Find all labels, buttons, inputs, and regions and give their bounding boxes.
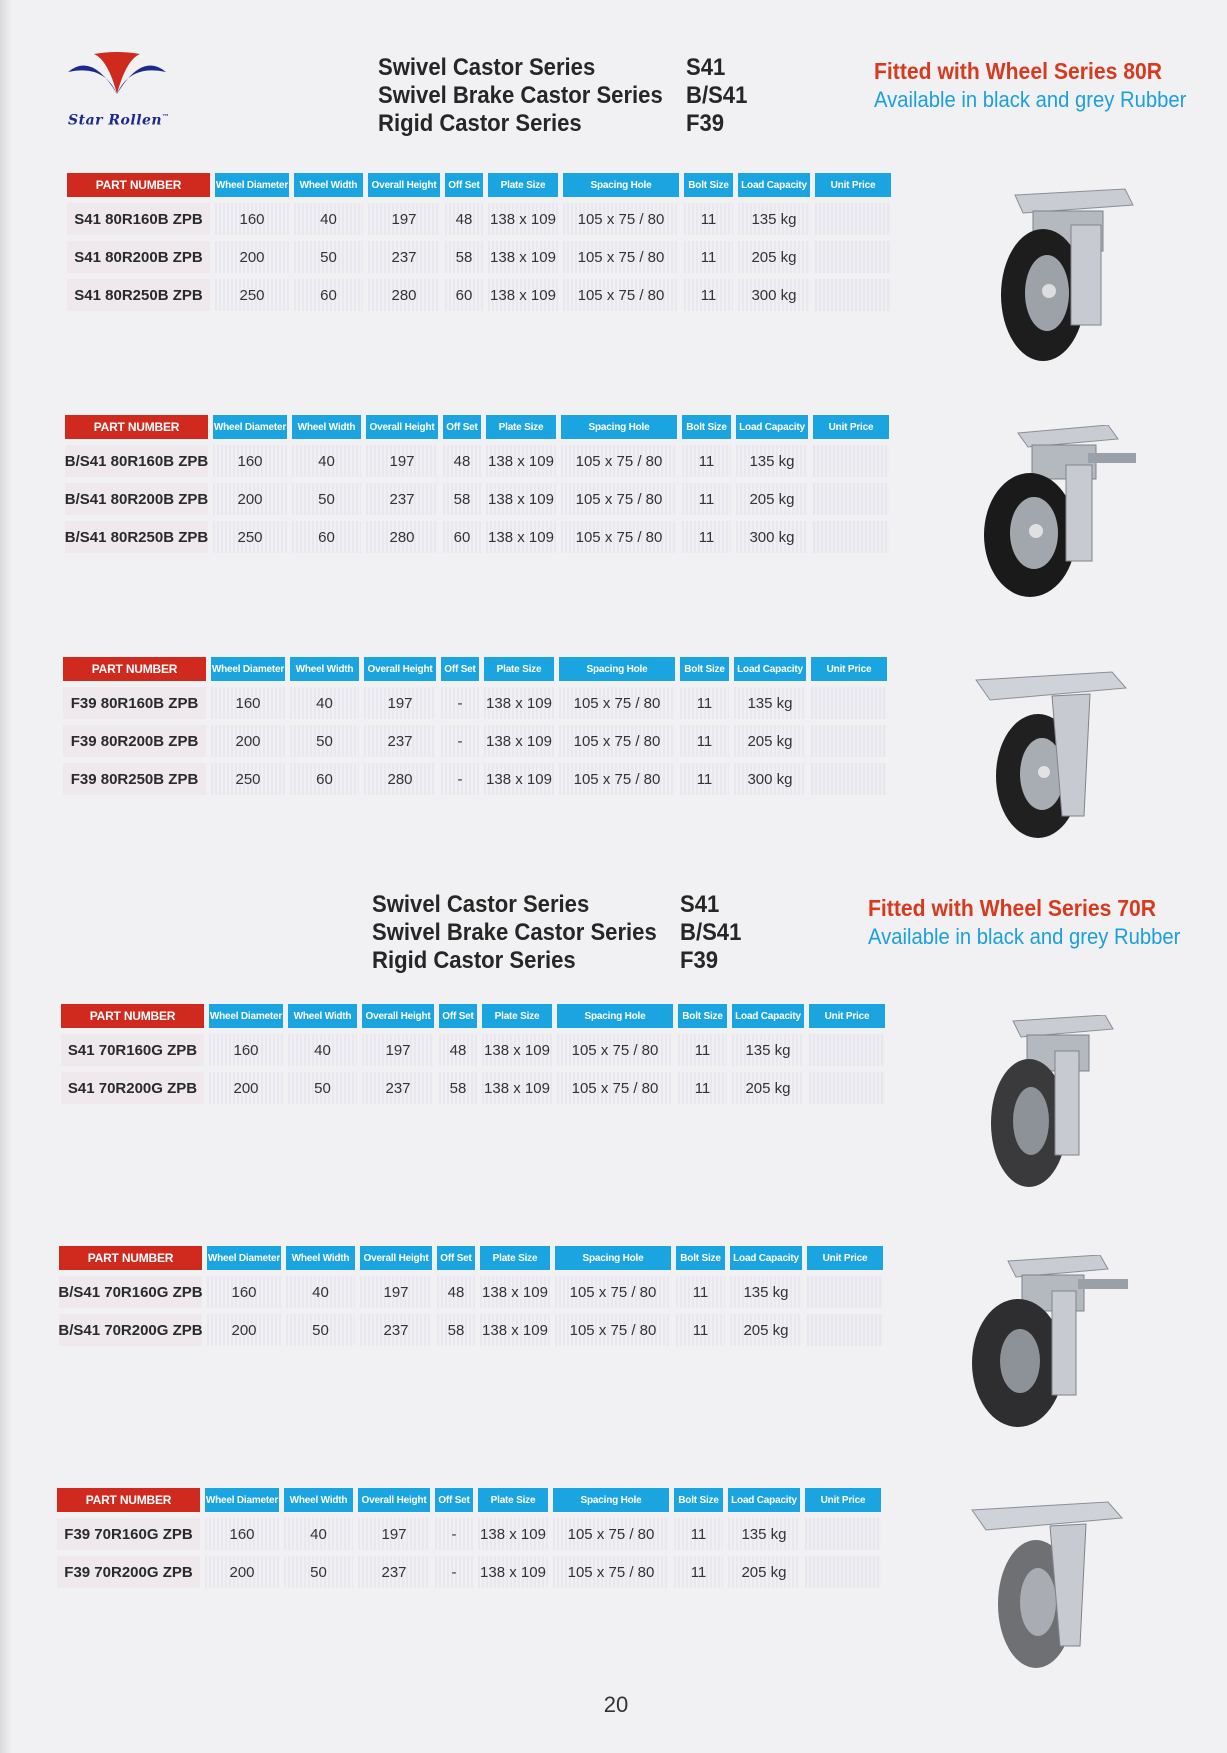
page-number: 20 (603, 1692, 629, 1717)
cell-overall-height: 280 (368, 279, 440, 311)
cell-overall-height: 237 (362, 1072, 434, 1104)
header-wheel-diameter: Wheel Diameter (207, 1246, 281, 1270)
header-plate-size: Plate Size (482, 1004, 552, 1028)
cell-plate-size: 138 x 109 (480, 1314, 550, 1346)
cell-wheel-width: 50 (286, 1314, 355, 1346)
header-part-number: PART NUMBER (67, 173, 210, 197)
cell-bolt-size: 11 (684, 241, 733, 273)
spec-table-s41-70r (61, 1004, 891, 1106)
cell-off-set: - (441, 687, 479, 719)
fitted-subtitle: Available in black and grey Rubber (874, 87, 1187, 112)
spec-table-f39-80r (63, 657, 893, 797)
table-row (65, 517, 895, 555)
table-row (59, 1272, 889, 1310)
cell-wheel-diameter: 250 (211, 763, 285, 795)
header-bolt-size: Bolt Size (680, 657, 729, 681)
header-load-capacity: Load Capacity (734, 657, 806, 681)
header-off-set: Off Set (437, 1246, 475, 1270)
cell-bolt-size: 11 (678, 1072, 727, 1104)
header-overall-height: Overall Height (368, 173, 440, 197)
swivel-castor-grey-image-icon (965, 1015, 1145, 1195)
header-load-capacity: Load Capacity (730, 1246, 802, 1270)
header-off-set: Off Set (439, 1004, 477, 1028)
cell-plate-size: 138 x 109 (478, 1518, 548, 1550)
cell-plate-size: 138 x 109 (486, 521, 556, 553)
cell-wheel-diameter: 200 (211, 725, 285, 757)
spec-table-bs41-70r (59, 1246, 889, 1348)
cell-wheel-diameter: 250 (215, 279, 289, 311)
cell-bolt-size: 11 (680, 763, 729, 795)
cell-unit-price (811, 687, 887, 719)
cell-bolt-size: 11 (676, 1314, 725, 1346)
cell-unit-price (811, 725, 887, 757)
cell-spacing-hole: 105 x 75 / 80 (561, 445, 677, 477)
cell-wheel-diameter: 200 (215, 241, 289, 273)
cell-load-capacity: 205 kg (732, 1072, 804, 1104)
header-wheel-width: Wheel Width (286, 1246, 355, 1270)
cell-part-number: F39 80R250B ZPB (63, 763, 206, 795)
cell-plate-size: 138 x 109 (488, 203, 558, 235)
cell-load-capacity: 205 kg (736, 483, 808, 515)
cell-wheel-width: 50 (284, 1556, 353, 1588)
cell-bolt-size: 11 (680, 725, 729, 757)
cell-off-set: - (441, 725, 479, 757)
table-row (65, 441, 895, 479)
header-bolt-size: Bolt Size (682, 415, 731, 439)
header-part-number: PART NUMBER (63, 657, 206, 681)
cell-wheel-diameter: 160 (205, 1518, 279, 1550)
cell-wheel-width: 50 (292, 483, 361, 515)
cell-part-number: S41 80R200B ZPB (67, 241, 210, 273)
cell-spacing-hole: 105 x 75 / 80 (563, 203, 679, 235)
cell-unit-price (813, 445, 889, 477)
cell-load-capacity: 300 kg (734, 763, 806, 795)
cell-off-set: 60 (445, 279, 483, 311)
cell-plate-size: 138 x 109 (484, 725, 554, 757)
cell-part-number: B/S41 80R160B ZPB (65, 445, 208, 477)
header-bolt-size: Bolt Size (676, 1246, 725, 1270)
cell-part-number: F39 80R160B ZPB (63, 687, 206, 719)
header-wheel-width: Wheel Width (292, 415, 361, 439)
cell-overall-height: 280 (364, 763, 436, 795)
series-code: F39 (686, 110, 725, 137)
header-spacing-hole: Spacing Hole (557, 1004, 673, 1028)
table-header-row (57, 1488, 887, 1514)
swivel-brake-castor-image-icon (968, 425, 1148, 605)
header-wheel-width: Wheel Width (294, 173, 363, 197)
series-row (378, 110, 798, 138)
cell-bolt-size: 11 (674, 1518, 723, 1550)
table-row (61, 1030, 891, 1068)
cell-spacing-hole: 105 x 75 / 80 (561, 483, 677, 515)
cell-load-capacity: 205 kg (738, 241, 810, 273)
cell-part-number: B/S41 70R200G ZPB (59, 1314, 202, 1346)
cell-spacing-hole: 105 x 75 / 80 (557, 1034, 673, 1066)
header-bolt-size: Bolt Size (678, 1004, 727, 1028)
cell-spacing-hole: 105 x 75 / 80 (553, 1556, 669, 1588)
header-off-set: Off Set (443, 415, 481, 439)
cell-off-set: 58 (439, 1072, 477, 1104)
table-header-row (59, 1246, 889, 1272)
fitted-info-70r (868, 895, 1208, 950)
cell-bolt-size: 11 (684, 279, 733, 311)
cell-wheel-diameter: 200 (207, 1314, 281, 1346)
header-wheel-diameter: Wheel Diameter (215, 173, 289, 197)
header-overall-height: Overall Height (362, 1004, 434, 1028)
cell-plate-size: 138 x 109 (482, 1034, 552, 1066)
header-part-number: PART NUMBER (61, 1004, 204, 1028)
cell-load-capacity: 205 kg (734, 725, 806, 757)
series-list-70r (372, 891, 792, 975)
header-spacing-hole: Spacing Hole (563, 173, 679, 197)
cell-plate-size: 138 x 109 (488, 279, 558, 311)
header-off-set: Off Set (435, 1488, 473, 1512)
rigid-castor-image-icon (962, 666, 1142, 846)
cell-load-capacity: 135 kg (734, 687, 806, 719)
cell-off-set: - (435, 1556, 473, 1588)
cell-bolt-size: 11 (674, 1556, 723, 1588)
header-unit-price: Unit Price (809, 1004, 885, 1028)
header-wheel-diameter: Wheel Diameter (211, 657, 285, 681)
series-code: B/S41 (686, 82, 748, 109)
cell-wheel-width: 40 (294, 203, 363, 235)
cell-spacing-hole: 105 x 75 / 80 (553, 1518, 669, 1550)
cell-off-set: - (441, 763, 479, 795)
header-plate-size: Plate Size (484, 657, 554, 681)
spec-table-s41-80r (67, 173, 897, 313)
cell-off-set: 58 (445, 241, 483, 273)
header-plate-size: Plate Size (486, 415, 556, 439)
table-row (57, 1514, 887, 1552)
table-row (61, 1068, 891, 1106)
cell-overall-height: 197 (358, 1518, 430, 1550)
cell-spacing-hole: 105 x 75 / 80 (559, 687, 675, 719)
series-code: B/S41 (680, 919, 742, 946)
cell-bolt-size: 11 (680, 687, 729, 719)
series-row (372, 891, 792, 919)
header-wheel-width: Wheel Width (290, 657, 359, 681)
header-overall-height: Overall Height (366, 415, 438, 439)
fitted-title: Fitted with Wheel Series 70R (868, 895, 1157, 921)
cell-plate-size: 138 x 109 (482, 1072, 552, 1104)
header-unit-price: Unit Price (805, 1488, 881, 1512)
header-wheel-width: Wheel Width (284, 1488, 353, 1512)
fitted-info-80r (874, 58, 1214, 113)
series-row (378, 82, 798, 110)
series-list-80r (378, 54, 798, 138)
cell-overall-height: 237 (364, 725, 436, 757)
series-row (372, 919, 792, 947)
series-name: Swivel Castor Series (378, 54, 596, 81)
table-header-row (63, 657, 893, 683)
cell-part-number: B/S41 80R250B ZPB (65, 521, 208, 553)
header-load-capacity: Load Capacity (736, 415, 808, 439)
cell-plate-size: 138 x 109 (486, 483, 556, 515)
header-plate-size: Plate Size (488, 173, 558, 197)
cell-load-capacity: 205 kg (730, 1314, 802, 1346)
cell-wheel-diameter: 200 (209, 1072, 283, 1104)
table-row (67, 199, 897, 237)
cell-unit-price (805, 1518, 881, 1550)
spec-table-bs41-80r (65, 415, 895, 555)
cell-wheel-diameter: 200 (205, 1556, 279, 1588)
header-load-capacity: Load Capacity (732, 1004, 804, 1028)
cell-spacing-hole: 105 x 75 / 80 (563, 241, 679, 273)
cell-load-capacity: 300 kg (738, 279, 810, 311)
series-name: Swivel Brake Castor Series (372, 919, 657, 946)
series-code: S41 (686, 54, 726, 81)
header-spacing-hole: Spacing Hole (553, 1488, 669, 1512)
cell-overall-height: 197 (360, 1276, 432, 1308)
cell-plate-size: 138 x 109 (480, 1276, 550, 1308)
cell-part-number: B/S41 70R160G ZPB (59, 1276, 202, 1308)
cell-load-capacity: 135 kg (732, 1034, 804, 1066)
cell-wheel-width: 40 (292, 445, 361, 477)
cell-off-set: 48 (439, 1034, 477, 1066)
series-name: Rigid Castor Series (378, 110, 582, 137)
cell-wheel-diameter: 160 (213, 445, 287, 477)
cell-bolt-size: 11 (682, 445, 731, 477)
header-part-number: PART NUMBER (57, 1488, 200, 1512)
header-plate-size: Plate Size (478, 1488, 548, 1512)
series-row (372, 947, 792, 975)
cell-bolt-size: 11 (684, 203, 733, 235)
header-wheel-diameter: Wheel Diameter (209, 1004, 283, 1028)
table-row (65, 479, 895, 517)
series-name: Swivel Castor Series (372, 891, 590, 918)
cell-wheel-width: 50 (294, 241, 363, 273)
cell-wheel-width: 40 (288, 1034, 357, 1066)
header-spacing-hole: Spacing Hole (561, 415, 677, 439)
table-header-row (67, 173, 897, 199)
header-spacing-hole: Spacing Hole (555, 1246, 671, 1270)
cell-wheel-width: 50 (290, 725, 359, 757)
table-header-row (61, 1004, 891, 1030)
cell-off-set: 58 (437, 1314, 475, 1346)
series-name: Rigid Castor Series (372, 947, 576, 974)
cell-part-number: S41 80R250B ZPB (67, 279, 210, 311)
cell-wheel-diameter: 160 (207, 1276, 281, 1308)
cell-bolt-size: 11 (682, 521, 731, 553)
cell-unit-price (807, 1314, 883, 1346)
cell-plate-size: 138 x 109 (484, 687, 554, 719)
table-header-row (65, 415, 895, 441)
cell-load-capacity: 135 kg (738, 203, 810, 235)
cell-wheel-width: 40 (286, 1276, 355, 1308)
cell-off-set: 58 (443, 483, 481, 515)
table-row (57, 1552, 887, 1590)
cell-bolt-size: 11 (676, 1276, 725, 1308)
header-plate-size: Plate Size (480, 1246, 550, 1270)
series-code: S41 (680, 891, 720, 918)
cell-wheel-diameter: 160 (211, 687, 285, 719)
cell-unit-price (815, 279, 891, 311)
cell-wheel-diameter: 160 (209, 1034, 283, 1066)
brand-logo (64, 50, 174, 130)
cell-overall-height: 237 (360, 1314, 432, 1346)
cell-load-capacity: 135 kg (730, 1276, 802, 1308)
fitted-subtitle: Available in black and grey Rubber (868, 924, 1181, 949)
cell-wheel-diameter: 200 (213, 483, 287, 515)
cell-wheel-diameter: 250 (213, 521, 287, 553)
series-row (378, 54, 798, 82)
cell-part-number: F39 80R200B ZPB (63, 725, 206, 757)
cell-load-capacity: 205 kg (728, 1556, 800, 1588)
header-off-set: Off Set (445, 173, 483, 197)
cell-plate-size: 138 x 109 (484, 763, 554, 795)
spec-table-f39-70r (57, 1488, 887, 1590)
cell-overall-height: 197 (368, 203, 440, 235)
cell-overall-height: 197 (362, 1034, 434, 1066)
cell-overall-height: 280 (366, 521, 438, 553)
cell-load-capacity: 135 kg (736, 445, 808, 477)
cell-part-number: S41 70R200G ZPB (61, 1072, 204, 1104)
header-part-number: PART NUMBER (65, 415, 208, 439)
header-part-number: PART NUMBER (59, 1246, 202, 1270)
header-off-set: Off Set (441, 657, 479, 681)
header-load-capacity: Load Capacity (728, 1488, 800, 1512)
cell-unit-price (813, 483, 889, 515)
cell-load-capacity: 135 kg (728, 1518, 800, 1550)
header-bolt-size: Bolt Size (684, 173, 733, 197)
cell-unit-price (813, 521, 889, 553)
header-unit-price: Unit Price (815, 173, 891, 197)
cell-plate-size: 138 x 109 (488, 241, 558, 273)
cell-bolt-size: 11 (682, 483, 731, 515)
cell-bolt-size: 11 (678, 1034, 727, 1066)
rigid-castor-grey-image-icon (962, 1496, 1142, 1676)
header-bolt-size: Bolt Size (674, 1488, 723, 1512)
cell-overall-height: 197 (366, 445, 438, 477)
cell-unit-price (809, 1034, 885, 1066)
table-row (67, 275, 897, 313)
header-spacing-hole: Spacing Hole (559, 657, 675, 681)
cell-wheel-width: 60 (290, 763, 359, 795)
cell-unit-price (807, 1276, 883, 1308)
cell-spacing-hole: 105 x 75 / 80 (563, 279, 679, 311)
cell-plate-size: 138 x 109 (478, 1556, 548, 1588)
table-row (63, 683, 893, 721)
header-wheel-diameter: Wheel Diameter (205, 1488, 279, 1512)
swivel-brake-castor-grey-image-icon (960, 1255, 1140, 1435)
header-wheel-diameter: Wheel Diameter (213, 415, 287, 439)
header-overall-height: Overall Height (364, 657, 436, 681)
cell-off-set: 48 (445, 203, 483, 235)
cell-spacing-hole: 105 x 75 / 80 (555, 1314, 671, 1346)
cell-off-set: 60 (443, 521, 481, 553)
cell-unit-price (809, 1072, 885, 1104)
cell-off-set: - (435, 1518, 473, 1550)
series-code: F39 (680, 947, 719, 974)
cell-wheel-width: 40 (284, 1518, 353, 1550)
cell-plate-size: 138 x 109 (486, 445, 556, 477)
cell-load-capacity: 300 kg (736, 521, 808, 553)
cell-wheel-diameter: 160 (215, 203, 289, 235)
cell-wheel-width: 40 (290, 687, 359, 719)
header-load-capacity: Load Capacity (738, 173, 810, 197)
cell-spacing-hole: 105 x 75 / 80 (559, 763, 675, 795)
header-overall-height: Overall Height (360, 1246, 432, 1270)
cell-unit-price (805, 1556, 881, 1588)
table-row (63, 759, 893, 797)
cell-unit-price (811, 763, 887, 795)
header-unit-price: Unit Price (813, 415, 889, 439)
header-unit-price: Unit Price (811, 657, 887, 681)
cell-spacing-hole: 105 x 75 / 80 (555, 1276, 671, 1308)
cell-off-set: 48 (437, 1276, 475, 1308)
cell-unit-price (815, 241, 891, 273)
cell-off-set: 48 (443, 445, 481, 477)
cell-spacing-hole: 105 x 75 / 80 (561, 521, 677, 553)
star-rollen-logo-icon (64, 50, 170, 98)
table-row (67, 237, 897, 275)
header-wheel-width: Wheel Width (288, 1004, 357, 1028)
fitted-title: Fitted with Wheel Series 80R (874, 58, 1163, 84)
swivel-castor-image-icon (975, 185, 1155, 365)
table-row (63, 721, 893, 759)
cell-overall-height: 197 (364, 687, 436, 719)
cell-spacing-hole: 105 x 75 / 80 (559, 725, 675, 757)
cell-part-number: F39 70R160G ZPB (57, 1518, 200, 1550)
table-row (59, 1310, 889, 1348)
series-name: Swivel Brake Castor Series (378, 82, 663, 109)
cell-overall-height: 237 (366, 483, 438, 515)
cell-part-number: B/S41 80R200B ZPB (65, 483, 208, 515)
page-edge (0, 0, 12, 1753)
brand-name: Star Rollen™ (68, 112, 170, 129)
cell-overall-height: 237 (358, 1556, 430, 1588)
header-unit-price: Unit Price (807, 1246, 883, 1270)
cell-wheel-width: 50 (288, 1072, 357, 1104)
header-overall-height: Overall Height (358, 1488, 430, 1512)
cell-spacing-hole: 105 x 75 / 80 (557, 1072, 673, 1104)
cell-overall-height: 237 (368, 241, 440, 273)
cell-part-number: S41 80R160B ZPB (67, 203, 210, 235)
cell-wheel-width: 60 (292, 521, 361, 553)
cell-part-number: S41 70R160G ZPB (61, 1034, 204, 1066)
cell-wheel-width: 60 (294, 279, 363, 311)
cell-unit-price (815, 203, 891, 235)
cell-part-number: F39 70R200G ZPB (57, 1556, 200, 1588)
